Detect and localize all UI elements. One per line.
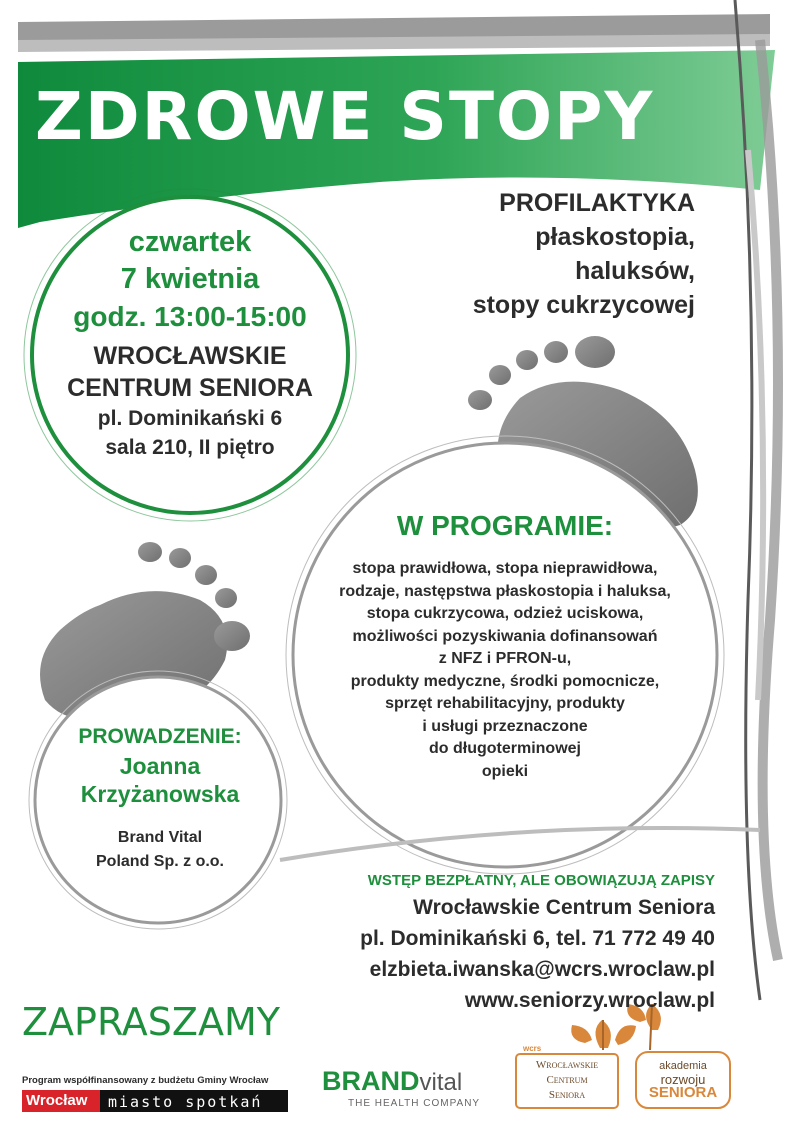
program-item: stopa prawidłowa, stopa nieprawidłowa, [352,560,658,577]
contact-note: WSTĘP BEZPŁATNY, ALE OBOWIĄZUJĄ ZAPISY [367,872,715,889]
host-heading: PROWADZENIE: [78,725,242,748]
program-list [300,558,710,783]
cofinance-note: Program współfinansowany z budżetu Gminy Wrocław [22,1075,269,1086]
program-item: stopa cukrzycowa, odzież uciskowa, [366,605,644,622]
contact-website[interactable]: www.seniorzy.wroclaw.pl [464,989,715,1012]
host-company-2: Poland Sp. z o.o. [96,853,224,870]
wcs-logo-small: wcrs [523,1044,542,1053]
contact-block [250,870,715,1016]
brand-logo-bold: BRAND [322,1066,420,1096]
program-item: z NFZ i PFRON-u, [438,650,572,667]
event-block [40,224,340,462]
contact-address-phone: pl. Dominikański 6, tel. 71 772 49 40 [360,927,715,950]
contact-org: Wrocławskie Centrum Seniora [413,896,715,919]
program-heading: W PROGRAMIE: [396,510,614,541]
host-name-2: Krzyżanowska [80,781,240,807]
wroclaw-logo-text: Wrocław [26,1092,88,1109]
wcs-logo-line-1: Wrocławskie [535,1059,599,1071]
contact-email[interactable]: elzbieta.iwanska@wcrs.wroclaw.pl [369,958,715,981]
wcs-logo-line-3: Seniora [548,1089,586,1101]
host-company-1: Brand Vital [117,829,203,846]
host-block [40,722,280,874]
program-item: opieki [481,762,529,780]
program-item: możliwości pozyskiwania dofinansowań [352,627,658,645]
program-item: do długoterminowej [429,740,581,757]
ars-logo-line-1: akademia [659,1060,707,1072]
program-item: sprzęt rehabilitacyjny, produkty [385,695,625,712]
topic-line-4: stopy cukrzycowej [472,291,695,319]
ars-logo-line-3: SENIORA [648,1084,718,1101]
wcs-logo-line-2: Centrum [546,1074,588,1086]
wcs-logo [518,1058,616,1103]
event-venue-1: WROCŁAWSKIE [93,342,287,370]
host-name-1: Joanna [119,753,201,779]
ars-logo [638,1060,728,1099]
miasto-spotkan-text: miasto spotkań [108,1093,263,1111]
brand-tagline: THE HEALTH COMPANY [348,1098,481,1109]
brand-logo-light: vital [419,1069,463,1096]
program-item: rodzaje, następstwa płaskostopia i haluksa, [339,582,671,600]
topic-line-2: płaskostopia, [535,223,695,251]
event-date: 7 kwietnia [120,263,260,295]
event-time: godz. 13:00-15:00 [73,301,307,332]
topic-block [380,186,695,322]
topic-line-3: haluksów, [575,257,695,285]
event-address: pl. Dominikański 6 [97,407,283,430]
brand-vital-logo [322,1066,462,1097]
ars-logo-line-2: rozwoju [660,1072,706,1087]
event-room: sala 210, II piętro [105,436,275,459]
topic-line-1: PROFILAKTYKA [499,189,695,217]
event-day: czwartek [128,226,252,258]
poster-title: ZDROWE STOPY [35,78,655,155]
program-item: i usługi przeznaczone [422,717,588,735]
invite-text: ZAPRASZAMY [22,1000,280,1044]
event-venue-2: CENTRUM SENIORA [67,374,313,402]
program-item: produkty medyczne, środki pomocnicze, [350,672,660,690]
